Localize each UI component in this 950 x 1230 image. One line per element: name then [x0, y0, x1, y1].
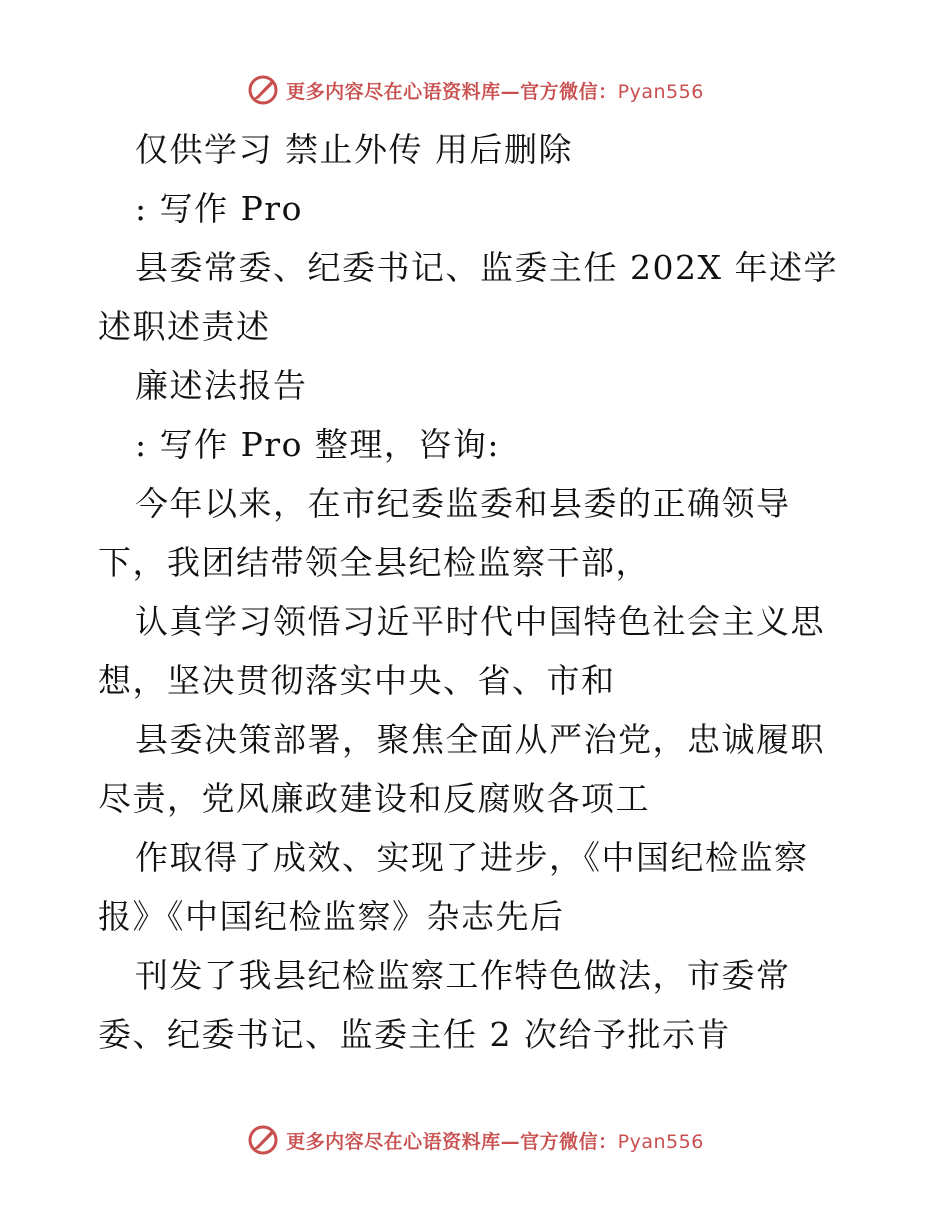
paragraph-title-line-2: 廉述法报告 — [135, 366, 308, 405]
paragraph-body-1: 今年以来，在市纪委监委和县委的正确领导下，我团结带领全县纪检监察干部， — [98, 484, 791, 582]
footer-watermark-banner — [0, 1120, 950, 1160]
paragraph-author: : 写作 Pro — [135, 189, 303, 228]
paragraph-compiler: : 写作 Pro 整理，咨询: — [135, 425, 501, 464]
paragraph-title-line-1: 县委常委、纪委书记、监委主任 202X 年述学述职述责述 — [98, 248, 838, 346]
quill-circle-icon — [246, 1123, 280, 1157]
header-watermark-text: 更多内容尽在心语资料库—官方微信：Pyan556 — [286, 80, 704, 103]
footer-watermark-text: 更多内容尽在心语资料库—官方微信：Pyan556 — [286, 1130, 704, 1153]
footer-wechat-id: Pyan556 — [617, 1130, 704, 1153]
header-wechat-id: Pyan556 — [617, 80, 704, 103]
paragraph-body-2: 认真学习领悟习近平时代中国特色社会主义思想，坚决贯彻落实中央、省、市和 — [98, 602, 825, 700]
paragraph-notice: 仅供学习 禁止外传 用后删除 — [135, 130, 573, 169]
paragraph-body-5: 刊发了我县纪检监察工作特色做法，市委常委、纪委书记、监委主任 2 次给予批示肯 — [98, 956, 791, 1054]
document-body — [98, 120, 858, 1064]
paragraph-body-4: 作取得了成效、实现了进步，《中国纪检监察报》《中国纪检监察》杂志先后 — [98, 838, 809, 936]
header-watermark-banner — [0, 70, 950, 110]
quill-circle-icon — [246, 73, 280, 107]
paragraph-body-3: 县委决策部署，聚焦全面从严治党，忠诚履职尽责，党风廉政建设和反腐败各项工 — [98, 720, 825, 818]
